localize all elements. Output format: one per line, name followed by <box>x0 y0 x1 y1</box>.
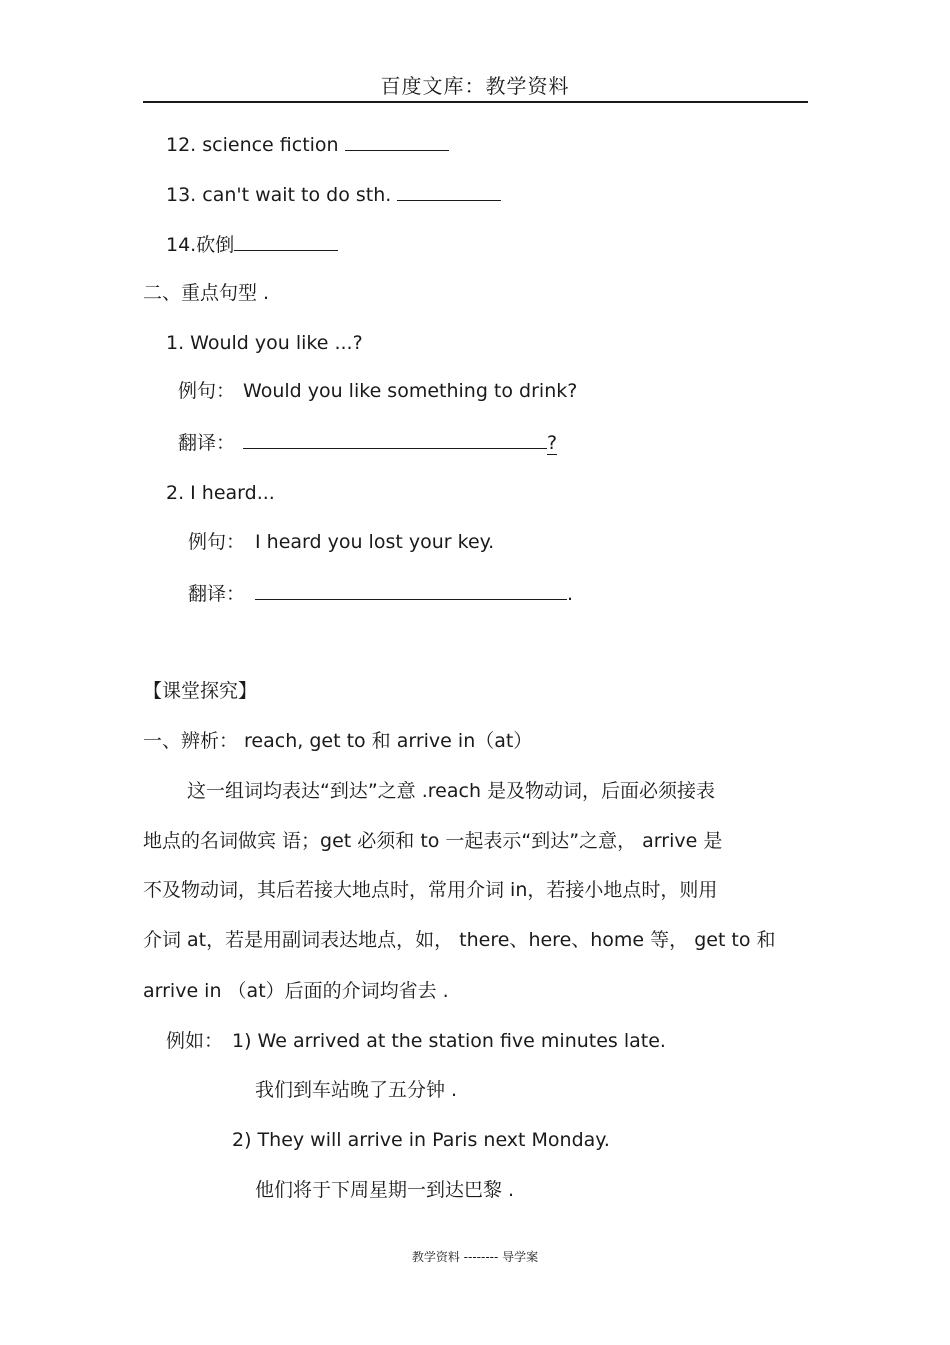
page-header-title: 百度文库：教学资料 <box>380 74 570 98</box>
translation-blank[interactable] <box>255 579 567 600</box>
example-text: I heard you lost your key. <box>255 531 495 553</box>
example-chinese-2: 他们将于下周星期一到达巴黎 . <box>255 1179 515 1201</box>
translate-end-mark: . <box>567 583 574 605</box>
answer-blank[interactable] <box>397 180 501 201</box>
paragraph-line: 不及物动词，其后若接大地点时，常用介词 in，若接小地点时，则用 <box>143 879 718 901</box>
vocab-item-14 <box>166 230 338 258</box>
answer-blank[interactable] <box>234 230 338 251</box>
example-label-line <box>166 1028 223 1054</box>
paragraph-line: arrive in （at）后面的介词均省去 . <box>143 980 449 1002</box>
answer-blank[interactable] <box>345 130 449 151</box>
explore-title: 【课堂探究】 <box>143 680 258 702</box>
paragraph-line: 介词 at，若是用副词表达地点，如， there、here、home 等， get to 和 <box>143 929 776 951</box>
example-line-1 <box>178 378 577 404</box>
vocab-item-text: 14.砍倒 <box>166 234 235 256</box>
translate-label: 翻译： <box>178 432 236 454</box>
example-text: Would you like something to drink? <box>243 380 578 402</box>
vocab-item-13 <box>166 180 501 208</box>
translate-line-1 <box>178 428 557 456</box>
header-divider <box>143 101 808 103</box>
example-english-2: 2) They will arrive in Paris next Monday. <box>232 1129 610 1151</box>
translate-line-2 <box>188 579 573 607</box>
example-line-2 <box>188 529 494 555</box>
section-title: 二、重点句型 . <box>143 282 270 304</box>
pattern-heading-1: 1. Would you like ...? <box>166 332 363 354</box>
page-footer: 教学资料 -------- 导学案 <box>411 1250 539 1264</box>
vocab-item-12 <box>166 130 449 158</box>
paragraph-line: 这一组词均表达“到达”之意 .reach 是及物动词，后面必须接表 <box>187 780 716 802</box>
example-english-1: 1) We arrived at the station five minutes late. <box>232 1030 666 1052</box>
vocab-item-text: 13. can't wait to do sth. <box>166 184 398 206</box>
example-label: 例句： <box>188 531 246 553</box>
explore-subtitle: 一、辨析： reach, get to 和 arrive in（at） <box>143 730 533 752</box>
translation-blank[interactable] <box>243 428 547 449</box>
pattern-heading-2: 2. I heard... <box>166 482 275 504</box>
translate-end-mark: ? <box>547 432 558 454</box>
examples-label: 例如： <box>166 1030 224 1052</box>
vocab-item-text: 12. science fiction <box>166 134 345 156</box>
paragraph-line: 地点的名词做宾 语；get 必须和 to 一起表示“到达”之意， arrive 是 <box>143 830 723 852</box>
translate-label: 翻译： <box>188 583 246 605</box>
example-chinese-1: 我们到车站晚了五分钟 . <box>255 1079 458 1101</box>
example-label: 例句： <box>178 380 236 402</box>
